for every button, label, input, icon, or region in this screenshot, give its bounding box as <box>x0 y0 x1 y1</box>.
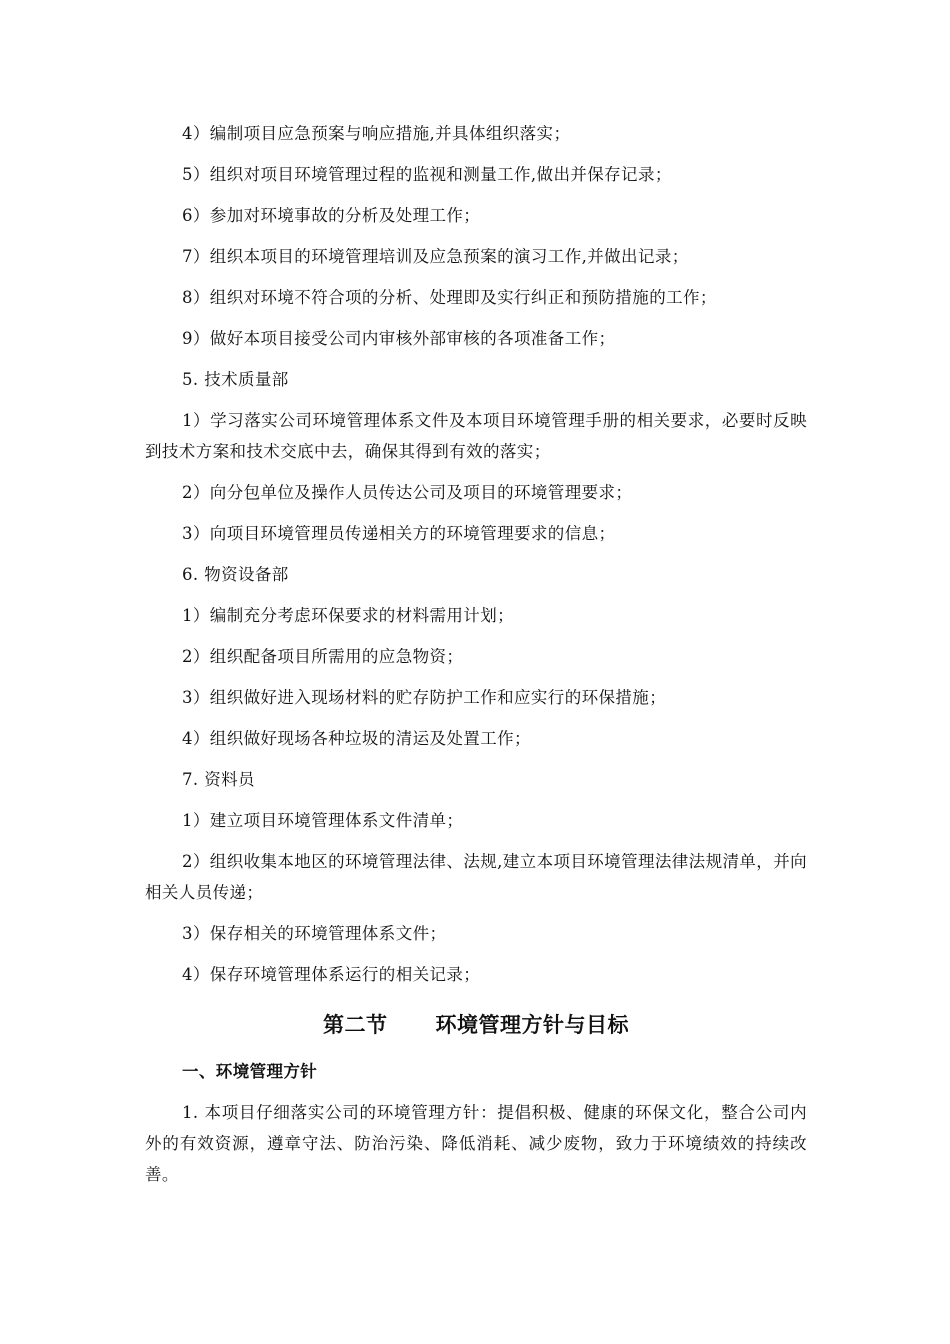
list-heading: 6. 物资设备部 <box>182 565 289 584</box>
paragraph: 2）组织收集本地区的环境管理法律、法规,建立本项目环境管理法律法规清单，并向相关人员传递； <box>145 852 807 902</box>
paragraph: 7）组织本项目的环境管理培训及应急预案的演习工作,并做出记录； <box>182 247 689 266</box>
paragraph: 9）做好本项目接受公司内审核外部审核的各项准备工作； <box>182 329 616 348</box>
paragraph: 3）保存相关的环境管理体系文件； <box>182 924 447 943</box>
paragraph: 4）保存环境管理体系运行的相关记录； <box>182 965 481 984</box>
section-title-text: 环境管理方针与目标 <box>435 1013 629 1037</box>
paragraph: 6）参加对环境事故的分析及处理工作； <box>182 206 481 225</box>
paragraph: 4）编制项目应急预案与响应措施,并具体组织落实； <box>182 124 571 143</box>
paragraph: 3）向项目环境管理员传递相关方的环境管理要求的信息； <box>182 524 616 543</box>
paragraph: 5）组织对项目环境管理过程的监视和测量工作,做出并保存记录； <box>182 165 672 184</box>
paragraph: 4）组织做好现场各种垃圾的清运及处置工作； <box>182 729 531 748</box>
paragraph: 1）编制充分考虑环保要求的材料需用计划； <box>182 606 514 625</box>
paragraph: 2）向分包单位及操作人员传达公司及项目的环境管理要求； <box>182 483 633 502</box>
paragraph: 1）学习落实公司环境管理体系文件及本项目环境管理手册的相关要求，必要时反映到技术方案和技术交底中去，确保其得到有效的落实； <box>145 411 807 461</box>
subheading: 一、环境管理方针 <box>182 1062 318 1081</box>
document-body <box>145 118 807 1200</box>
paragraph: 1）建立项目环境管理体系文件清单； <box>182 811 464 830</box>
list-heading: 5. 技术质量部 <box>182 370 289 389</box>
paragraph: 2）组织配备项目所需用的应急物资； <box>182 647 464 666</box>
list-heading: 7. 资料员 <box>182 770 255 789</box>
paragraph: 1. 本项目仔细落实公司的环境管理方针：提倡积极、健康的环保文化，整合公司内外的有效资源，遵章守法、防治污染、降低消耗、减少废物，致力于环境绩效的持续改善。 <box>145 1103 807 1184</box>
section-number: 第二节 <box>323 1013 388 1037</box>
section-title <box>145 1010 807 1040</box>
paragraph: 8）组织对环境不符合项的分析、处理即及实行纠正和预防措施的工作； <box>182 288 717 307</box>
paragraph: 3）组织做好进入现场材料的贮存防护工作和应实行的环保措施； <box>182 688 667 707</box>
